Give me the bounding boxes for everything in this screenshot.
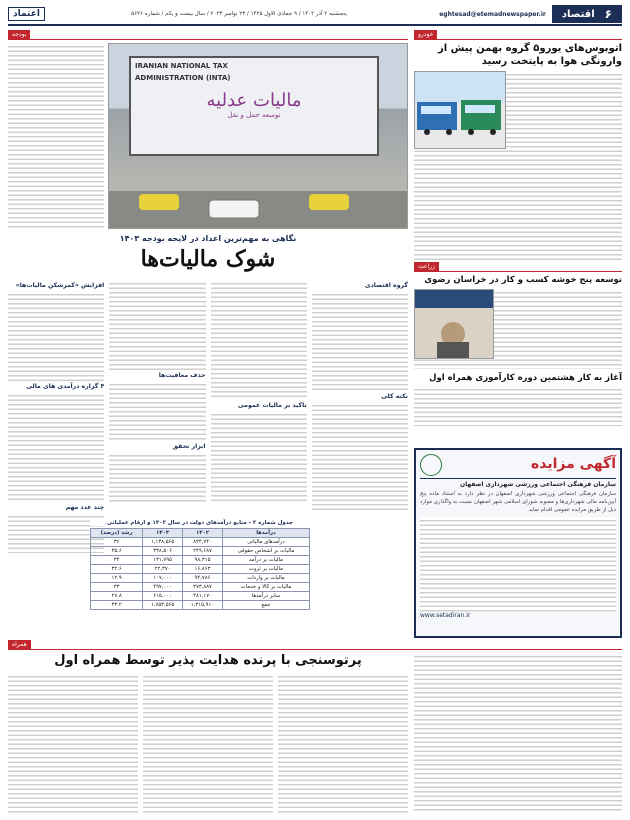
mobile-text-1 [278,673,408,813]
ad-body: سازمان فرهنگی اجتماعی ورزشی شهرداری اصفهان در نظر دارد به استناد ماده پنج آیین‌نامه مالی شهرداری‌ها و مصوبه شورای اسلامی شهر اصفهان نسبت به واگذاری موارد ذیل از طریق مزایده عمومی اقدام نماید [420,491,616,514]
table-header-cell: رشد (درصد) [91,529,143,538]
table-cell: ۲۴۹,۶۸۷ [183,547,223,556]
budget-col-1 [312,280,408,640]
bus-headline: اتوبوس‌های یورو۵ گروه بهمن پیش از وارونگی هوا به پایتخت رسید [437,43,622,67]
khorasan-photo [414,289,494,359]
budget-subhead-1: گروه اقتصادی [364,281,408,289]
bus-photo-art [414,72,505,149]
mobile-text-2 [143,673,273,813]
issue-meta: پنجشنبه ۲ آذر ۱۴۰۲ / ۹ جمادی الاول ۱۴۴۵ / ۲۳ نوامبر ۲۰۲۳ / سال بیست و یکم / شماره ۵۶۲۶ [131,11,347,17]
table-cell: ۳۳ [91,583,143,592]
mobile-article [8,640,622,816]
mobile-right-col [414,653,622,813]
table-cell: ۱,۳۱۵,۹۱۰ [183,601,223,610]
budget-side-col [8,43,104,229]
table-cell: درآمدهای مالیاتی [222,538,309,547]
table-title: جدول شماره ۲ - منابع درآمدهای دولت در سال ۱۴۰۳ و ارقام عملیاتی [90,520,310,526]
table-cell: ۳۲.۶ [91,565,143,574]
budget-subhead-6: افزایش «کمرشکن مالیات‌ها» [15,281,105,289]
khorasan-headline: توسعه پنج خوشه کسب و کار در خراسان رضوی [424,275,622,285]
table-cell: ۹۸,۳۱۵ [183,556,223,565]
section-name: اقتصاد [561,8,595,20]
table-row [91,538,310,547]
budget-tag: بودجه [8,30,30,39]
table-cell: مالیات بر درآمد [222,556,309,565]
khorasan-article [414,262,622,442]
table-cell: ۳۴ [91,556,143,565]
table-cell: مالیات بر کالا و خدمات [222,583,309,592]
page-number: ۶ [604,7,612,21]
budget-subhead-2: نکته کلی [381,392,408,400]
table-row [91,565,310,574]
table-row [91,556,310,565]
table-header-cell: درآمدها [222,529,309,538]
bus-photo [414,71,506,149]
budget-text-4 [211,411,307,501]
table-cell: ۴۸۱,۱۷۰ [183,592,223,601]
ad-org: سازمان فرهنگی اجتماعی ورزشی شهرداری اصفهان [459,481,616,488]
table-cell: ۳۷۳,۸۸۷ [183,583,223,592]
budget-subhead-7: ۴ گزاره درآمدی های مالی [26,382,105,390]
table-cell: مالیات بر اشخاص حقوقی [222,547,309,556]
budget-text-3 [211,280,307,400]
table-row [91,574,310,583]
table-cell: ۱۰۷,۰۰۰ [143,574,183,583]
street-cars [109,44,408,229]
revenue-table-block [90,520,310,610]
budget-subhead-8: چند عدد مهم [65,503,105,511]
bus-article [414,30,622,260]
khorasan-tag: زراعت [414,262,439,271]
mobile-text-3 [8,673,138,813]
billboard-en-2: ADMINISTRATION (INTA) [135,74,231,82]
budget-text-8 [8,291,104,381]
page-header [8,4,622,26]
table-body [91,538,310,610]
khorasan-photo-art [414,290,493,359]
billboard-fa: مالیات عدلیه [206,90,302,111]
budget-headline: شوک مالیات‌ها [140,246,276,272]
budget-text-5 [109,280,205,370]
table-cell: ۲۲,۳۷۰ [143,565,183,574]
table-cell: ۱۳۱,۷۹۵ [143,556,183,565]
mci-training-text [414,386,622,426]
auction-ad [414,448,622,638]
table-cell: سایر درآمدها [222,592,309,601]
mci-training-headline: آغاز به کار هشتمین دوره کارآموزی همراه اول [429,372,622,383]
table-cell: ۹۴,۷۸۶ [183,574,223,583]
billboard-fa-2: توسعه حمل و نقل [227,111,281,119]
ad-details [420,517,616,612]
table-cell: ۸۳۴,۷۴۰ [183,538,223,547]
budget-text-7 [109,452,205,502]
ad-site: www.setadiran.ir [420,611,471,619]
budget-text-6 [109,381,205,441]
tax-building-photo [108,43,408,229]
table-header-cell: ۱۴۰۲ [183,529,223,538]
budget-subhead-3: تاکید بر مالیات عمومی [237,401,307,409]
table-row [91,583,310,592]
table-cell: ۱,۷۵۳,۵۶۵ [143,601,183,610]
budget-text-1 [312,291,408,391]
table-cell: ۴۹۷,۰۰۰ [143,583,183,592]
table-header-cell: ۱۴۰۳ [143,529,183,538]
table-row [91,601,310,610]
table-cell: ۳۶ [91,538,143,547]
table-cell: ۲۷.۸ [91,592,143,601]
budget-kicker: نگاهی به مهم‌ترین اعداد در لایحه بودجه ۱۴۰۳ [119,234,297,243]
budget-subhead-5: ابزار تحقق [172,442,206,450]
table-cell: ۳۳.۲ [91,601,143,610]
budget-text-2 [312,402,408,512]
table-cell: جمع [222,601,309,610]
site-email: eghtesad@etemadnewspaper.ir [439,10,546,18]
table-cell: ۳۵.۶ [91,547,143,556]
table-cell: ۶۱۵,۰۰۰ [143,592,183,601]
budget-side-text [8,43,104,229]
table-cell: ۱,۱۳۸,۵۶۵ [143,538,183,547]
table-cell: مالیات بر واردات [222,574,309,583]
ad-title: آگهی مزایده [530,456,616,473]
mobile-main [8,653,408,813]
budget-subhead-4: حذف معافیت‌ها [158,371,206,379]
table-cell: مالیات بر ثروت [222,565,309,574]
table-cell: ۱۲.۹ [91,574,143,583]
bus-tag: خودرو [414,30,437,39]
ad-logo-icon [420,454,442,476]
billboard-en-1: IRANIAN NATIONAL TAX [135,62,228,70]
budget-text-9 [8,392,104,502]
table-row [91,592,310,601]
section-banner [552,5,622,23]
table-cell: ۳۳۸,۵۰۶ [143,547,183,556]
mobile-right-text [414,653,622,813]
budget-feature [8,30,408,230]
table-row [91,547,310,556]
table-header-row [91,529,310,538]
revenue-table [90,528,310,610]
newspaper-logo: اعتماد [8,7,45,21]
mobile-headline: پرتوسنجی با پرنده هدایت پذیر توسط همراه اول [54,653,362,668]
table-cell: ۱۶,۸۶۳ [183,565,223,574]
mobile-tag: همراه [8,640,31,649]
